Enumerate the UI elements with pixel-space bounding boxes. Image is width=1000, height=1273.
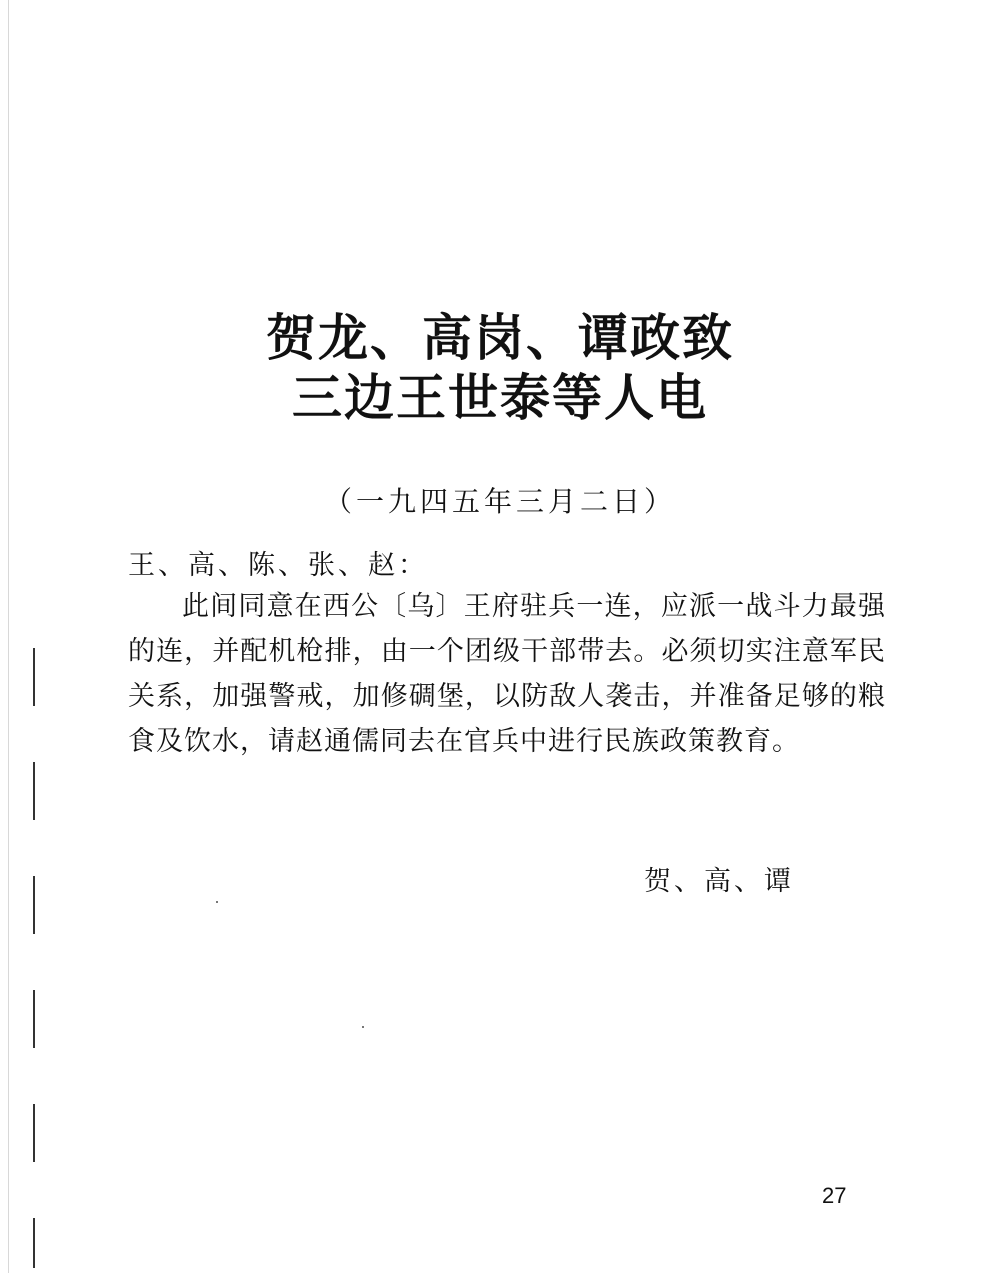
margin-mark — [33, 990, 35, 1048]
salutation: 王、高、陈、张、赵： — [128, 550, 428, 581]
document-date: （一九四五年三月二日） — [323, 485, 676, 518]
scan-speck — [362, 1026, 364, 1028]
margin-mark — [33, 1218, 35, 1268]
scan-edge-line — [8, 0, 9, 1273]
document-title-line-2: 三边王世泰等人电 — [292, 369, 708, 427]
body-paragraph: 此间同意在西公〔乌〕王府驻兵一连，应派一战斗力最强的连，并配机枪排，由一个团级干部带去。必须切实注意军民关系，加强警戒，加修碉堡，以防敌人袭击，并准备足够的粮食及饮水，请赵通儒同去在官兵中进行民族政策教育。 — [128, 591, 886, 757]
document-title-line-1: 贺龙、高岗、谭政致 — [266, 309, 734, 367]
margin-mark — [33, 762, 35, 820]
scan-speck — [216, 901, 218, 903]
page-number: 27 — [822, 1183, 847, 1208]
margin-mark — [33, 876, 35, 934]
margin-mark — [33, 648, 35, 706]
signature: 贺、高、谭 — [644, 866, 794, 897]
margin-mark — [33, 1104, 35, 1162]
